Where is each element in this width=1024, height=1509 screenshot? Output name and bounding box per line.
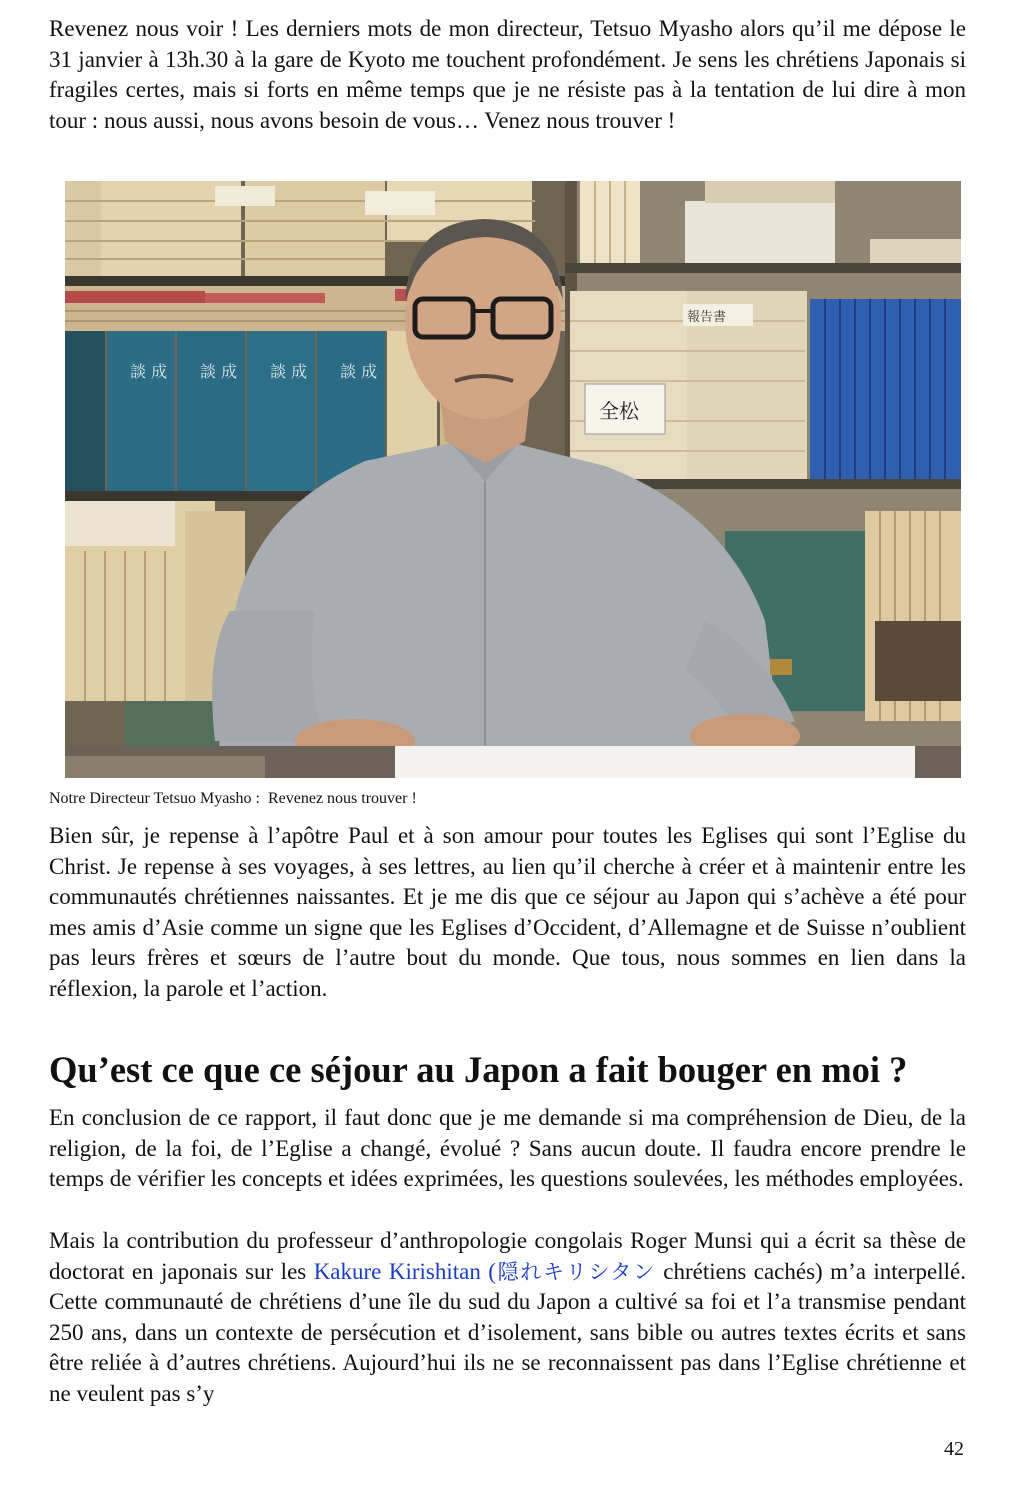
binder-label-2: 談 成 xyxy=(270,362,308,381)
paper-stack-right xyxy=(570,291,807,481)
binder-label-1: 談 成 xyxy=(200,362,238,381)
kakure-kirishitan-link[interactable] xyxy=(314,1259,656,1284)
director-photo xyxy=(65,181,961,778)
munsi-text-after: chrétiens cachés) m’a interpellé. Cette communauté de chrétiens d’une île du sud du Japon a cultivé sa foi et l’a transmise pendant 250 ans, dans un contexte de persécution et d’isolement, sans bible ou autres textes écrits et sans être reliée à d’autres chrétiens. Aujourd’hui ils ne se reconnaissent pas dans l’Eglise chrétienne et ne veulent pas s’y xyxy=(49,1258,966,1406)
binder-label-3: 談 成 xyxy=(340,362,378,381)
kakure-kirishitan-japanese: 隠れキリシタン xyxy=(495,1259,656,1284)
file-label-text: 報告書 xyxy=(687,310,727,325)
binder-label-4: 談 成 xyxy=(130,362,168,381)
photo-caption: Notre Directeur Tetsuo Myasho : Revenez nous trouver ! xyxy=(49,790,417,807)
paper-label-text: 全松 xyxy=(599,399,639,423)
munsi-text-before: Mais la contribution du professeur d’anthropologie congolais Roger Munsi qui a écrit sa thèse de doctorat en japonais sur les xyxy=(49,1228,966,1284)
conclusion-paragraph: En conclusion de ce rapport, il faut donc que je me demande si ma compréhension de Dieu, de la religion, de la foi, de l’Eglise a changé, évolué ? Sans aucun doute. Il faudra encore prendre le temps de vérifier les concepts et idées exprimées, les questions soulevées, les méthodes employées. xyxy=(49,1105,966,1191)
intro-paragraph: Revenez nous voir ! Les derniers mots de mon directeur, Tetsuo Myasho alors qu’il me dépose le 31 janvier à 13h.30 à la gare de Kyoto me touchent profondément. Je sens les chrétiens Japonais si fragiles certes, mais si forts en même temps que je ne résiste pas à la tentation de lui dire à mon tour : nous aussi, nous avons besoin de vous… Venez nous trouver ! xyxy=(49,16,966,133)
munsi-paragraph xyxy=(49,1226,966,1409)
paul-paragraph: Bien sûr, je repense à l’apôtre Paul et à son amour pour toutes les Eglises qui sont l’Eglise du Christ. Je repense à ses voyages, à ses lettres, au lien qu’il cherche à créer et à maintenir entre les communautés chrétiennes naissantes. Et je me dis que ce séjour au Japon qui s’achève a été pour mes amis d’Asie comme un signe que les Eglises d’Occident, d’Allemagne et de Suisse n’oublient pas leurs frères et sœurs de l’autre bout du monde. Que tous, nous sommes en lien dans la réflexion, la parole et l’action. xyxy=(49,823,966,1001)
page-number: 42 xyxy=(944,1438,964,1460)
blue-books xyxy=(810,299,961,479)
kakure-kirishitan-link-text: Kakure Kirishitan ( xyxy=(313,1258,496,1284)
section-heading: Qu’est ce que ce séjour au Japon a fait bouger en moi ? xyxy=(49,1049,908,1090)
